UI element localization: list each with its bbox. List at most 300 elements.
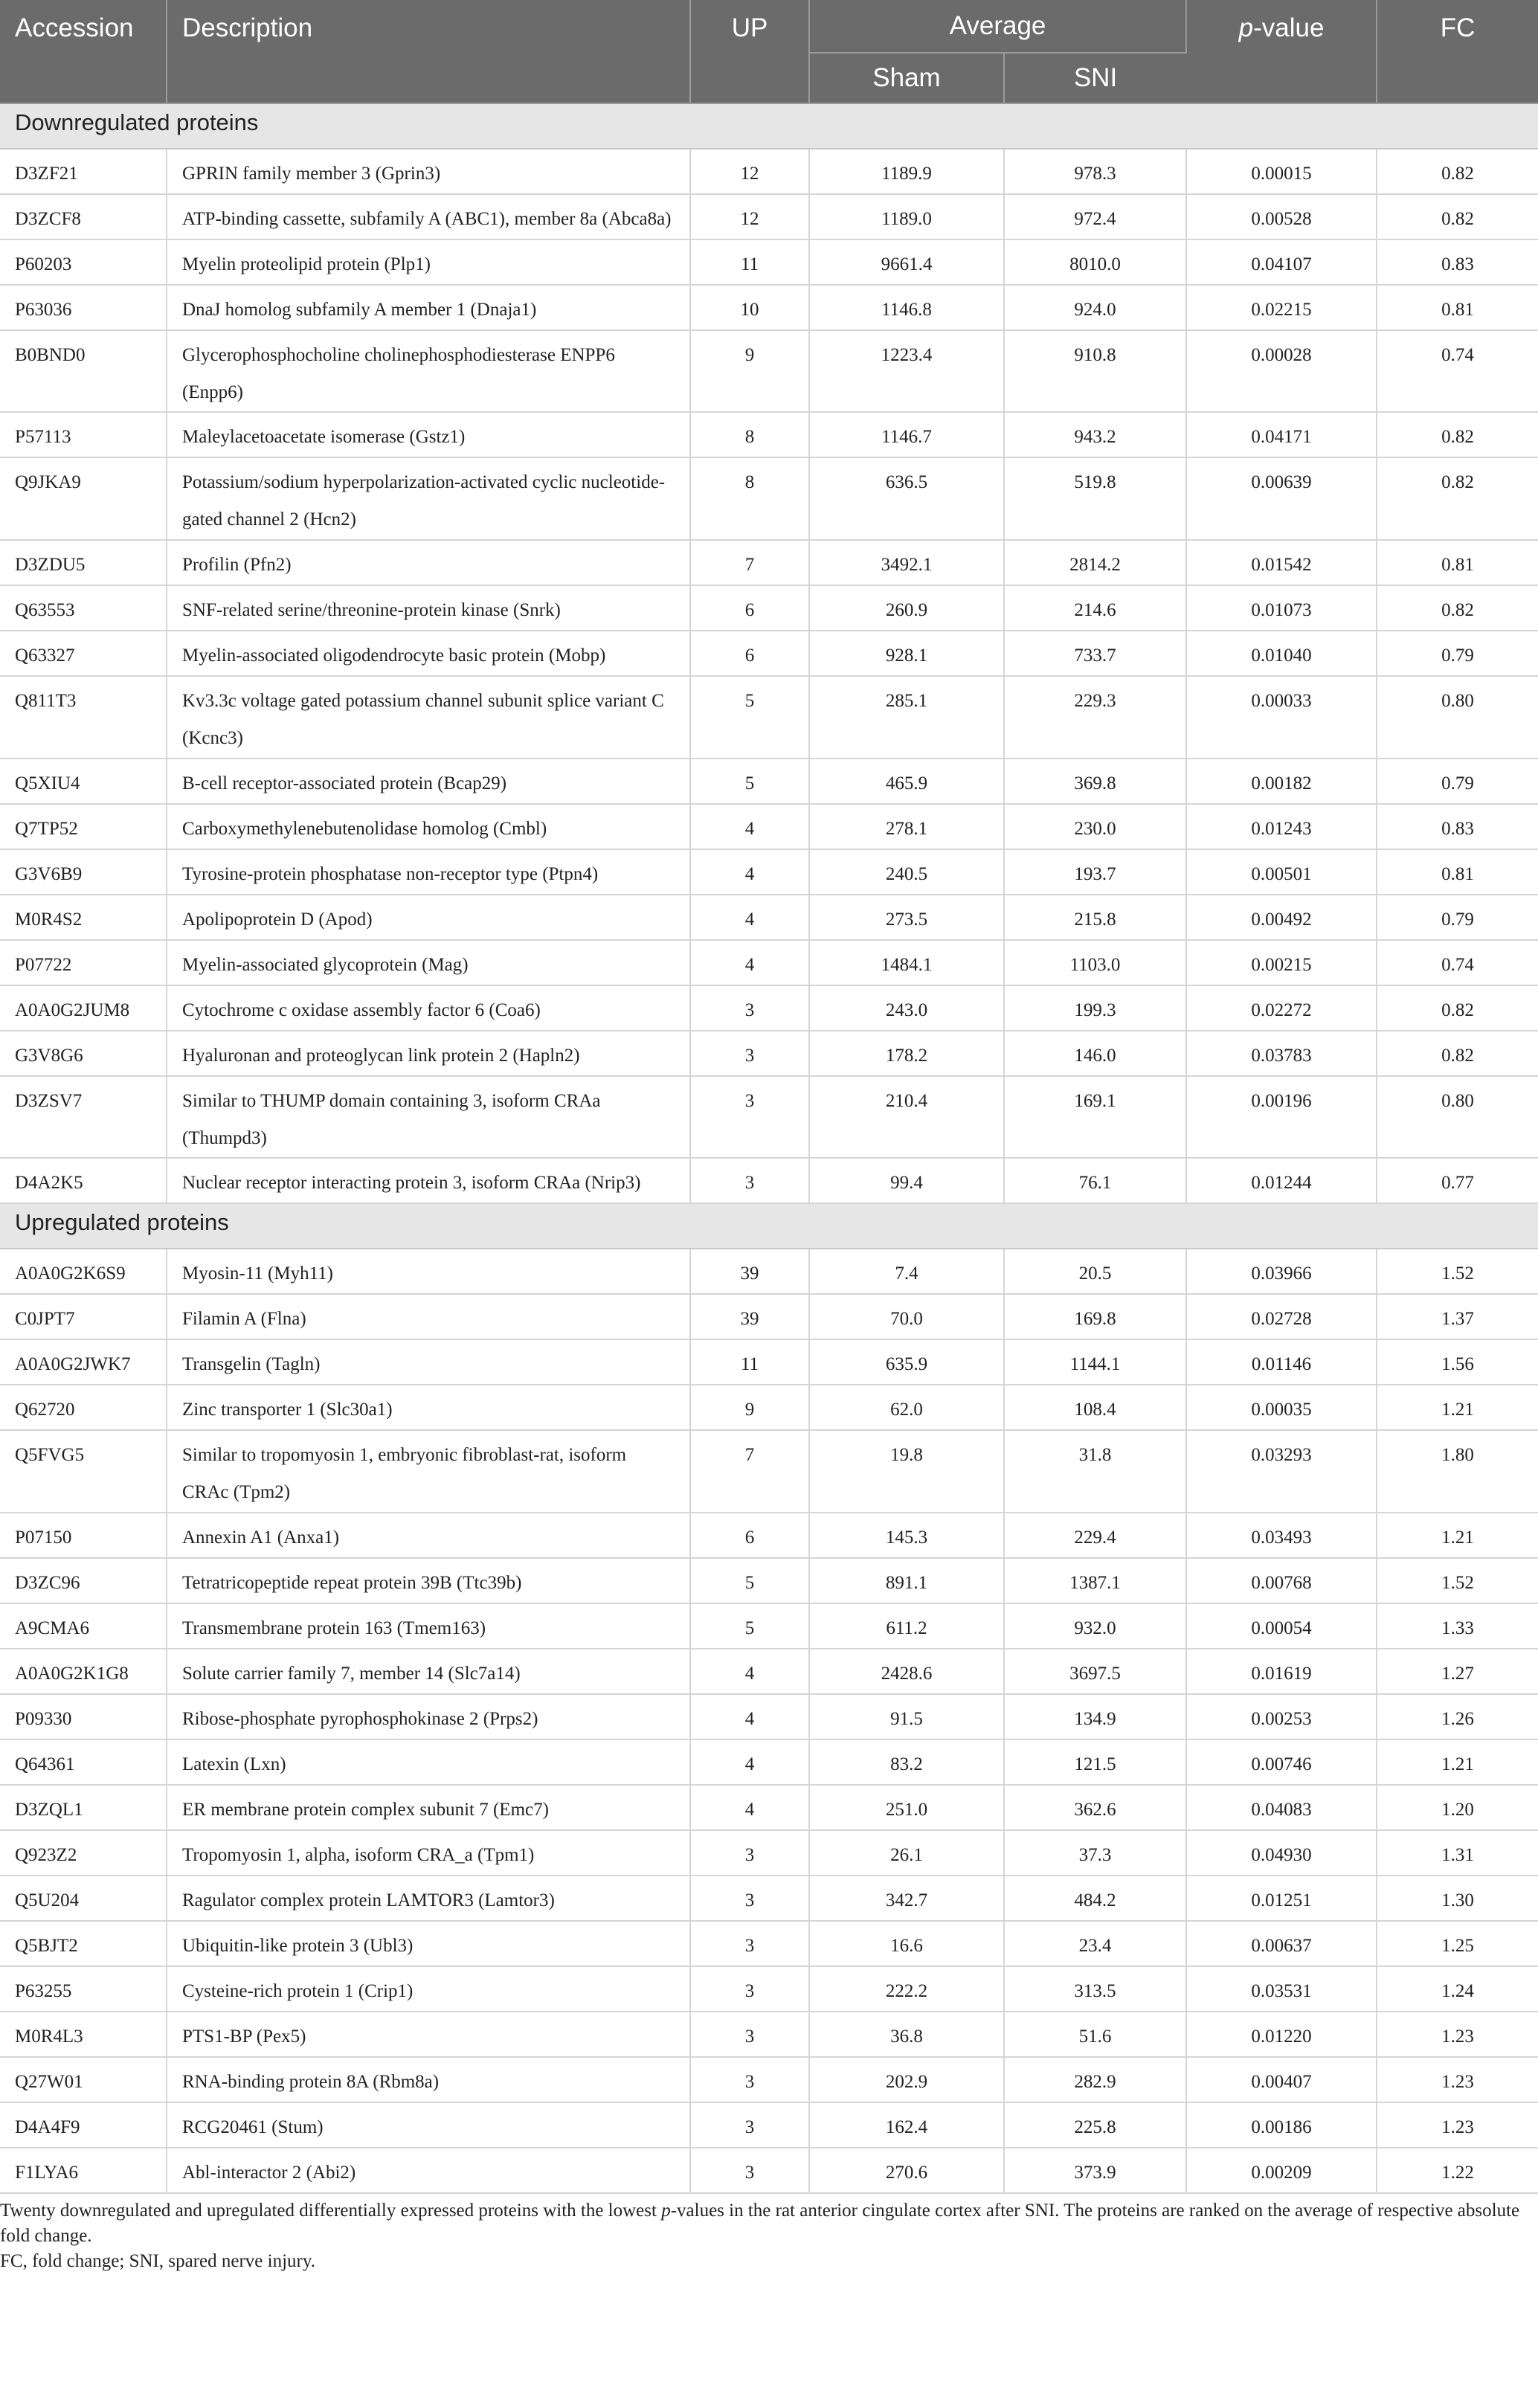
up-cell: 7 bbox=[690, 540, 809, 585]
fc-cell: 0.82 bbox=[1377, 457, 1538, 540]
sham-cell: 260.9 bbox=[809, 585, 1004, 631]
pvalue-cell: 0.00035 bbox=[1186, 1385, 1377, 1430]
pvalue-cell: 0.00492 bbox=[1186, 895, 1377, 940]
section-row bbox=[0, 103, 1538, 149]
accession-cell: A0A0G2JUM8 bbox=[0, 985, 167, 1031]
fc-cell: 1.24 bbox=[1377, 1966, 1538, 2012]
sni-cell: 169.8 bbox=[1004, 1294, 1186, 1339]
table-row bbox=[0, 194, 1538, 239]
sham-cell: 635.9 bbox=[809, 1339, 1004, 1385]
accession-cell: M0R4S2 bbox=[0, 895, 167, 940]
sham-cell: 62.0 bbox=[809, 1385, 1004, 1430]
table-row bbox=[0, 1339, 1538, 1385]
sham-cell: 273.5 bbox=[809, 895, 1004, 940]
accession-cell: P09330 bbox=[0, 1694, 167, 1739]
table-row bbox=[0, 1158, 1538, 1203]
pvalue-cell: 0.00215 bbox=[1186, 940, 1377, 985]
accession-cell: Q5FVG5 bbox=[0, 1430, 167, 1513]
pvalue-cell: 0.01146 bbox=[1186, 1339, 1377, 1385]
sni-cell: 108.4 bbox=[1004, 1385, 1186, 1430]
sni-cell: 972.4 bbox=[1004, 194, 1186, 239]
fc-cell: 1.23 bbox=[1377, 2102, 1538, 2148]
table-row bbox=[0, 1294, 1538, 1339]
table-row bbox=[0, 585, 1538, 631]
up-cell: 4 bbox=[690, 1739, 809, 1785]
pvalue-cell: 0.03783 bbox=[1186, 1031, 1377, 1076]
fc-cell: 0.83 bbox=[1377, 804, 1538, 849]
pvalue-cell: 0.00768 bbox=[1186, 1558, 1377, 1603]
up-cell: 5 bbox=[690, 1603, 809, 1649]
fc-cell: 0.82 bbox=[1377, 194, 1538, 239]
footnote-caption bbox=[0, 2198, 1538, 2249]
table-row bbox=[0, 1785, 1538, 1830]
description-cell: Transgelin (Tagln) bbox=[167, 1339, 690, 1385]
description-cell: Latexin (Lxn) bbox=[167, 1739, 690, 1785]
up-cell: 9 bbox=[690, 330, 809, 412]
fc-cell: 0.79 bbox=[1377, 631, 1538, 676]
fc-cell: 0.81 bbox=[1377, 849, 1538, 895]
fc-cell: 1.21 bbox=[1377, 1739, 1538, 1785]
pvalue-cell: 0.01244 bbox=[1186, 1158, 1377, 1203]
description-cell: Myosin-11 (Myh11) bbox=[167, 1249, 690, 1294]
up-cell: 5 bbox=[690, 759, 809, 804]
description-cell: Ribose-phosphate pyrophosphokinase 2 (Prps2) bbox=[167, 1694, 690, 1739]
up-cell: 3 bbox=[690, 2012, 809, 2057]
accession-cell: Q62720 bbox=[0, 1385, 167, 1430]
up-cell: 3 bbox=[690, 2102, 809, 2148]
up-cell: 39 bbox=[690, 1294, 809, 1339]
accession-cell: A0A0G2K1G8 bbox=[0, 1649, 167, 1694]
accession-cell: B0BND0 bbox=[0, 330, 167, 412]
description-cell: Myelin-associated oligodendrocyte basic protein (Mobp) bbox=[167, 631, 690, 676]
pvalue-cell: 0.01243 bbox=[1186, 804, 1377, 849]
up-cell: 9 bbox=[690, 1385, 809, 1430]
up-cell: 11 bbox=[690, 1339, 809, 1385]
sham-cell: 278.1 bbox=[809, 804, 1004, 849]
table-row bbox=[0, 2102, 1538, 2148]
table-row bbox=[0, 1513, 1538, 1558]
up-cell: 3 bbox=[690, 1158, 809, 1203]
section-label: Downregulated proteins bbox=[0, 103, 1538, 149]
sham-cell: 1189.9 bbox=[809, 149, 1004, 194]
up-cell: 4 bbox=[690, 1649, 809, 1694]
sni-cell: 146.0 bbox=[1004, 1031, 1186, 1076]
fc-cell: 0.74 bbox=[1377, 330, 1538, 412]
pvalue-cell: 0.04107 bbox=[1186, 239, 1377, 285]
up-cell: 3 bbox=[690, 2148, 809, 2193]
accession-cell: Q7TP52 bbox=[0, 804, 167, 849]
description-cell: B-cell receptor-associated protein (Bcap29) bbox=[167, 759, 690, 804]
fc-cell: 1.23 bbox=[1377, 2057, 1538, 2102]
up-cell: 4 bbox=[690, 940, 809, 985]
up-cell: 5 bbox=[690, 676, 809, 759]
description-cell: Glycerophosphocholine cholinephosphodiesterase ENPP6 (Enpp6) bbox=[167, 330, 690, 412]
pvalue-cell: 0.02215 bbox=[1186, 285, 1377, 330]
sni-cell: 943.2 bbox=[1004, 412, 1186, 457]
fc-cell: 0.81 bbox=[1377, 285, 1538, 330]
description-cell: Carboxymethylenebutenolidase homolog (Cmbl) bbox=[167, 804, 690, 849]
table-row bbox=[0, 849, 1538, 895]
accession-cell: P57113 bbox=[0, 412, 167, 457]
sham-cell: 928.1 bbox=[809, 631, 1004, 676]
sni-cell: 369.8 bbox=[1004, 759, 1186, 804]
pvalue-cell: 0.00033 bbox=[1186, 676, 1377, 759]
sni-cell: 214.6 bbox=[1004, 585, 1186, 631]
description-cell: RNA-binding protein 8A (Rbm8a) bbox=[167, 2057, 690, 2102]
pvalue-cell: 0.01220 bbox=[1186, 2012, 1377, 2057]
fc-cell: 1.56 bbox=[1377, 1339, 1538, 1385]
sham-cell: 1146.8 bbox=[809, 285, 1004, 330]
up-cell: 12 bbox=[690, 194, 809, 239]
header-pvalue-rest: -value bbox=[1253, 13, 1325, 42]
footnote-caption-a: Twenty downregulated and upregulated differentially expressed proteins with the lowest bbox=[0, 2201, 662, 2221]
description-cell: Cysteine-rich protein 1 (Crip1) bbox=[167, 1966, 690, 2012]
pvalue-cell: 0.00637 bbox=[1186, 1921, 1377, 1966]
sham-cell: 285.1 bbox=[809, 676, 1004, 759]
pvalue-cell: 0.03293 bbox=[1186, 1430, 1377, 1513]
table-row bbox=[0, 1694, 1538, 1739]
footnote-caption-b: -values in the rat anterior cingulate cortex after SNI. The proteins are ranked on the average of respective absolute fold change. bbox=[0, 2201, 1520, 2246]
up-cell: 4 bbox=[690, 1785, 809, 1830]
fc-cell: 0.77 bbox=[1377, 1158, 1538, 1203]
accession-cell: P60203 bbox=[0, 239, 167, 285]
description-cell: Nuclear receptor interacting protein 3, isoform CRAa (Nrip3) bbox=[167, 1158, 690, 1203]
table-row bbox=[0, 676, 1538, 759]
pvalue-cell: 0.02272 bbox=[1186, 985, 1377, 1031]
sham-cell: 202.9 bbox=[809, 2057, 1004, 2102]
up-cell: 3 bbox=[690, 1031, 809, 1076]
fc-cell: 1.21 bbox=[1377, 1385, 1538, 1430]
sham-cell: 19.8 bbox=[809, 1430, 1004, 1513]
sham-cell: 99.4 bbox=[809, 1158, 1004, 1203]
pvalue-cell: 0.00746 bbox=[1186, 1739, 1377, 1785]
table-row bbox=[0, 985, 1538, 1031]
description-cell: Kv3.3c voltage gated potassium channel subunit splice variant C (Kcnc3) bbox=[167, 676, 690, 759]
up-cell: 10 bbox=[690, 285, 809, 330]
header-accession: Accession bbox=[0, 0, 167, 103]
accession-cell: Q811T3 bbox=[0, 676, 167, 759]
table-row bbox=[0, 1603, 1538, 1649]
sni-cell: 51.6 bbox=[1004, 2012, 1186, 2057]
sham-cell: 243.0 bbox=[809, 985, 1004, 1031]
description-cell: Ragulator complex protein LAMTOR3 (Lamtor3) bbox=[167, 1876, 690, 1921]
accession-cell: D4A4F9 bbox=[0, 2102, 167, 2148]
sham-cell: 251.0 bbox=[809, 1785, 1004, 1830]
up-cell: 6 bbox=[690, 631, 809, 676]
sni-cell: 2814.2 bbox=[1004, 540, 1186, 585]
sni-cell: 932.0 bbox=[1004, 1603, 1186, 1649]
sni-cell: 229.3 bbox=[1004, 676, 1186, 759]
table-row bbox=[0, 285, 1538, 330]
up-cell: 4 bbox=[690, 804, 809, 849]
table-body bbox=[0, 103, 1538, 2193]
pvalue-cell: 0.00182 bbox=[1186, 759, 1377, 804]
up-cell: 4 bbox=[690, 1694, 809, 1739]
fc-cell: 0.80 bbox=[1377, 1076, 1538, 1158]
fc-cell: 1.21 bbox=[1377, 1513, 1538, 1558]
fc-cell: 0.83 bbox=[1377, 239, 1538, 285]
table-row bbox=[0, 1249, 1538, 1294]
accession-cell: Q923Z2 bbox=[0, 1830, 167, 1876]
table-header bbox=[0, 0, 1538, 103]
fc-cell: 1.20 bbox=[1377, 1785, 1538, 1830]
sni-cell: 373.9 bbox=[1004, 2148, 1186, 2193]
sham-cell: 36.8 bbox=[809, 2012, 1004, 2057]
table-row bbox=[0, 1558, 1538, 1603]
fc-cell: 0.82 bbox=[1377, 1031, 1538, 1076]
accession-cell: Q27W01 bbox=[0, 2057, 167, 2102]
up-cell: 5 bbox=[690, 1558, 809, 1603]
sham-cell: 3492.1 bbox=[809, 540, 1004, 585]
up-cell: 3 bbox=[690, 1830, 809, 1876]
description-cell: RCG20461 (Stum) bbox=[167, 2102, 690, 2148]
description-cell: Similar to THUMP domain containing 3, isoform CRAa (Thumpd3) bbox=[167, 1076, 690, 1158]
sham-cell: 7.4 bbox=[809, 1249, 1004, 1294]
description-cell: Potassium/sodium hyperpolarization-activated cyclic nucleotide-gated channel 2 (Hcn2) bbox=[167, 457, 690, 540]
sham-cell: 270.6 bbox=[809, 2148, 1004, 2193]
section-label: Upregulated proteins bbox=[0, 1203, 1538, 1249]
table-row bbox=[0, 540, 1538, 585]
fc-cell: 0.79 bbox=[1377, 895, 1538, 940]
table-row bbox=[0, 239, 1538, 285]
fc-cell: 1.25 bbox=[1377, 1921, 1538, 1966]
fc-cell: 0.80 bbox=[1377, 676, 1538, 759]
header-average: Average bbox=[809, 0, 1186, 53]
description-cell: ATP-binding cassette, subfamily A (ABC1), member 8a (Abca8a) bbox=[167, 194, 690, 239]
description-cell: Hyaluronan and proteoglycan link protein 2 (Hapln2) bbox=[167, 1031, 690, 1076]
fc-cell: 0.82 bbox=[1377, 412, 1538, 457]
sham-cell: 636.5 bbox=[809, 457, 1004, 540]
fc-cell: 0.81 bbox=[1377, 540, 1538, 585]
sham-cell: 465.9 bbox=[809, 759, 1004, 804]
up-cell: 6 bbox=[690, 1513, 809, 1558]
pvalue-cell: 0.04171 bbox=[1186, 412, 1377, 457]
accession-cell: Q64361 bbox=[0, 1739, 167, 1785]
pvalue-cell: 0.00186 bbox=[1186, 2102, 1377, 2148]
sham-cell: 70.0 bbox=[809, 1294, 1004, 1339]
fc-cell: 1.26 bbox=[1377, 1694, 1538, 1739]
accession-cell: P63036 bbox=[0, 285, 167, 330]
header-pvalue bbox=[1186, 0, 1377, 103]
accession-cell: Q5BJT2 bbox=[0, 1921, 167, 1966]
sni-cell: 1387.1 bbox=[1004, 1558, 1186, 1603]
description-cell: Myelin proteolipid protein (Plp1) bbox=[167, 239, 690, 285]
sham-cell: 1484.1 bbox=[809, 940, 1004, 985]
pvalue-cell: 0.00015 bbox=[1186, 149, 1377, 194]
table-row bbox=[0, 1876, 1538, 1921]
pvalue-cell: 0.00528 bbox=[1186, 194, 1377, 239]
sham-cell: 210.4 bbox=[809, 1076, 1004, 1158]
table-row bbox=[0, 1649, 1538, 1694]
sham-cell: 1189.0 bbox=[809, 194, 1004, 239]
table-row bbox=[0, 412, 1538, 457]
fc-cell: 0.79 bbox=[1377, 759, 1538, 804]
fc-cell: 0.74 bbox=[1377, 940, 1538, 985]
table-row bbox=[0, 631, 1538, 676]
sni-cell: 76.1 bbox=[1004, 1158, 1186, 1203]
table-row bbox=[0, 804, 1538, 849]
description-cell: Abl-interactor 2 (Abi2) bbox=[167, 2148, 690, 2193]
up-cell: 3 bbox=[690, 1876, 809, 1921]
description-cell: SNF-related serine/threonine-protein kinase (Snrk) bbox=[167, 585, 690, 631]
accession-cell: A0A0G2JWK7 bbox=[0, 1339, 167, 1385]
fc-cell: 0.82 bbox=[1377, 585, 1538, 631]
table-row bbox=[0, 1076, 1538, 1158]
table-row bbox=[0, 940, 1538, 985]
pvalue-cell: 0.03531 bbox=[1186, 1966, 1377, 2012]
sni-cell: 134.9 bbox=[1004, 1694, 1186, 1739]
pvalue-cell: 0.00028 bbox=[1186, 330, 1377, 412]
sham-cell: 162.4 bbox=[809, 2102, 1004, 2148]
table-row bbox=[0, 457, 1538, 540]
up-cell: 6 bbox=[690, 585, 809, 631]
sham-cell: 222.2 bbox=[809, 1966, 1004, 2012]
fc-cell: 1.31 bbox=[1377, 1830, 1538, 1876]
description-cell: Tropomyosin 1, alpha, isoform CRA_a (Tpm1) bbox=[167, 1830, 690, 1876]
accession-cell: A0A0G2K6S9 bbox=[0, 1249, 167, 1294]
description-cell: Tetratricopeptide repeat protein 39B (Ttc39b) bbox=[167, 1558, 690, 1603]
description-cell: Filamin A (Flna) bbox=[167, 1294, 690, 1339]
table-row bbox=[0, 759, 1538, 804]
accession-cell: D3ZF21 bbox=[0, 149, 167, 194]
pvalue-cell: 0.00639 bbox=[1186, 457, 1377, 540]
table-row bbox=[0, 1031, 1538, 1076]
description-cell: Similar to tropomyosin 1, embryonic fibroblast-rat, isoform CRAc (Tpm2) bbox=[167, 1430, 690, 1513]
up-cell: 12 bbox=[690, 149, 809, 194]
sni-cell: 20.5 bbox=[1004, 1249, 1186, 1294]
footnote-abbreviations: FC, fold change; SNI, spared nerve injury. bbox=[0, 2251, 315, 2271]
pvalue-cell: 0.02728 bbox=[1186, 1294, 1377, 1339]
accession-cell: D3ZDU5 bbox=[0, 540, 167, 585]
sni-cell: 1144.1 bbox=[1004, 1339, 1186, 1385]
fc-cell: 1.22 bbox=[1377, 2148, 1538, 2193]
sham-cell: 16.6 bbox=[809, 1921, 1004, 1966]
sni-cell: 215.8 bbox=[1004, 895, 1186, 940]
table-row bbox=[0, 1385, 1538, 1430]
fc-cell: 1.27 bbox=[1377, 1649, 1538, 1694]
sni-cell: 1103.0 bbox=[1004, 940, 1186, 985]
accession-cell: D3ZSV7 bbox=[0, 1076, 167, 1158]
footnote-caption-italic: p bbox=[661, 2201, 671, 2221]
sham-cell: 26.1 bbox=[809, 1830, 1004, 1876]
description-cell: GPRIN family member 3 (Gprin3) bbox=[167, 149, 690, 194]
sham-cell: 891.1 bbox=[809, 1558, 1004, 1603]
sham-cell: 145.3 bbox=[809, 1513, 1004, 1558]
up-cell: 11 bbox=[690, 239, 809, 285]
accession-cell: M0R4L3 bbox=[0, 2012, 167, 2057]
header-pvalue-italic: p bbox=[1238, 13, 1254, 42]
table-row bbox=[0, 2148, 1538, 2193]
pvalue-cell: 0.04930 bbox=[1186, 1830, 1377, 1876]
fc-cell: 0.82 bbox=[1377, 985, 1538, 1031]
table-row bbox=[0, 1966, 1538, 2012]
pvalue-cell: 0.03966 bbox=[1186, 1249, 1377, 1294]
sni-cell: 169.1 bbox=[1004, 1076, 1186, 1158]
sni-cell: 910.8 bbox=[1004, 330, 1186, 412]
accession-cell: D4A2K5 bbox=[0, 1158, 167, 1203]
sni-cell: 313.5 bbox=[1004, 1966, 1186, 2012]
up-cell: 3 bbox=[690, 985, 809, 1031]
fc-cell: 1.23 bbox=[1377, 2012, 1538, 2057]
up-cell: 3 bbox=[690, 1966, 809, 2012]
fc-cell: 1.52 bbox=[1377, 1558, 1538, 1603]
sni-cell: 229.4 bbox=[1004, 1513, 1186, 1558]
description-cell: DnaJ homolog subfamily A member 1 (Dnaja1) bbox=[167, 285, 690, 330]
description-cell: Apolipoprotein D (Apod) bbox=[167, 895, 690, 940]
up-cell: 8 bbox=[690, 457, 809, 540]
pvalue-cell: 0.00253 bbox=[1186, 1694, 1377, 1739]
accession-cell: Q9JKA9 bbox=[0, 457, 167, 540]
pvalue-cell: 0.01251 bbox=[1186, 1876, 1377, 1921]
accession-cell: Q63553 bbox=[0, 585, 167, 631]
accession-cell: D3ZC96 bbox=[0, 1558, 167, 1603]
fc-cell: 1.37 bbox=[1377, 1294, 1538, 1339]
table-footnote bbox=[0, 2194, 1538, 2274]
description-cell: Ubiquitin-like protein 3 (Ubl3) bbox=[167, 1921, 690, 1966]
sni-cell: 199.3 bbox=[1004, 985, 1186, 1031]
sham-cell: 9661.4 bbox=[809, 239, 1004, 285]
sni-cell: 121.5 bbox=[1004, 1739, 1186, 1785]
fc-cell: 1.52 bbox=[1377, 1249, 1538, 1294]
header-fc: FC bbox=[1377, 0, 1538, 103]
description-cell: ER membrane protein complex subunit 7 (Emc7) bbox=[167, 1785, 690, 1830]
up-cell: 3 bbox=[690, 2057, 809, 2102]
header-sni: SNI bbox=[1004, 53, 1186, 103]
section-row bbox=[0, 1203, 1538, 1249]
sham-cell: 240.5 bbox=[809, 849, 1004, 895]
sham-cell: 611.2 bbox=[809, 1603, 1004, 1649]
sni-cell: 519.8 bbox=[1004, 457, 1186, 540]
up-cell: 39 bbox=[690, 1249, 809, 1294]
up-cell: 7 bbox=[690, 1430, 809, 1513]
accession-cell: Q63327 bbox=[0, 631, 167, 676]
fc-cell: 1.80 bbox=[1377, 1430, 1538, 1513]
accession-cell: D3ZCF8 bbox=[0, 194, 167, 239]
description-cell: Profilin (Pfn2) bbox=[167, 540, 690, 585]
header-up: UP bbox=[690, 0, 809, 103]
pvalue-cell: 0.04083 bbox=[1186, 1785, 1377, 1830]
table-row bbox=[0, 1739, 1538, 1785]
table-row bbox=[0, 2012, 1538, 2057]
sni-cell: 8010.0 bbox=[1004, 239, 1186, 285]
table-row bbox=[0, 149, 1538, 194]
accession-cell: P07150 bbox=[0, 1513, 167, 1558]
sni-cell: 23.4 bbox=[1004, 1921, 1186, 1966]
sni-cell: 362.6 bbox=[1004, 1785, 1186, 1830]
sham-cell: 2428.6 bbox=[809, 1649, 1004, 1694]
accession-cell: P63255 bbox=[0, 1966, 167, 2012]
pvalue-cell: 0.00196 bbox=[1186, 1076, 1377, 1158]
up-cell: 4 bbox=[690, 895, 809, 940]
accession-cell: C0JPT7 bbox=[0, 1294, 167, 1339]
header-description: Description bbox=[167, 0, 690, 103]
accession-cell: D3ZQL1 bbox=[0, 1785, 167, 1830]
pvalue-cell: 0.00209 bbox=[1186, 2148, 1377, 2193]
fc-cell: 0.82 bbox=[1377, 149, 1538, 194]
accession-cell: G3V6B9 bbox=[0, 849, 167, 895]
accession-cell: Q5XIU4 bbox=[0, 759, 167, 804]
description-cell: Annexin A1 (Anxa1) bbox=[167, 1513, 690, 1558]
description-cell: Maleylacetoacetate isomerase (Gstz1) bbox=[167, 412, 690, 457]
sham-cell: 91.5 bbox=[809, 1694, 1004, 1739]
description-cell: Myelin-associated glycoprotein (Mag) bbox=[167, 940, 690, 985]
sni-cell: 193.7 bbox=[1004, 849, 1186, 895]
accession-cell: F1LYA6 bbox=[0, 2148, 167, 2193]
description-cell: Solute carrier family 7, member 14 (Slc7a14) bbox=[167, 1649, 690, 1694]
description-cell: Tyrosine-protein phosphatase non-receptor type (Ptpn4) bbox=[167, 849, 690, 895]
accession-cell: P07722 bbox=[0, 940, 167, 985]
sham-cell: 342.7 bbox=[809, 1876, 1004, 1921]
